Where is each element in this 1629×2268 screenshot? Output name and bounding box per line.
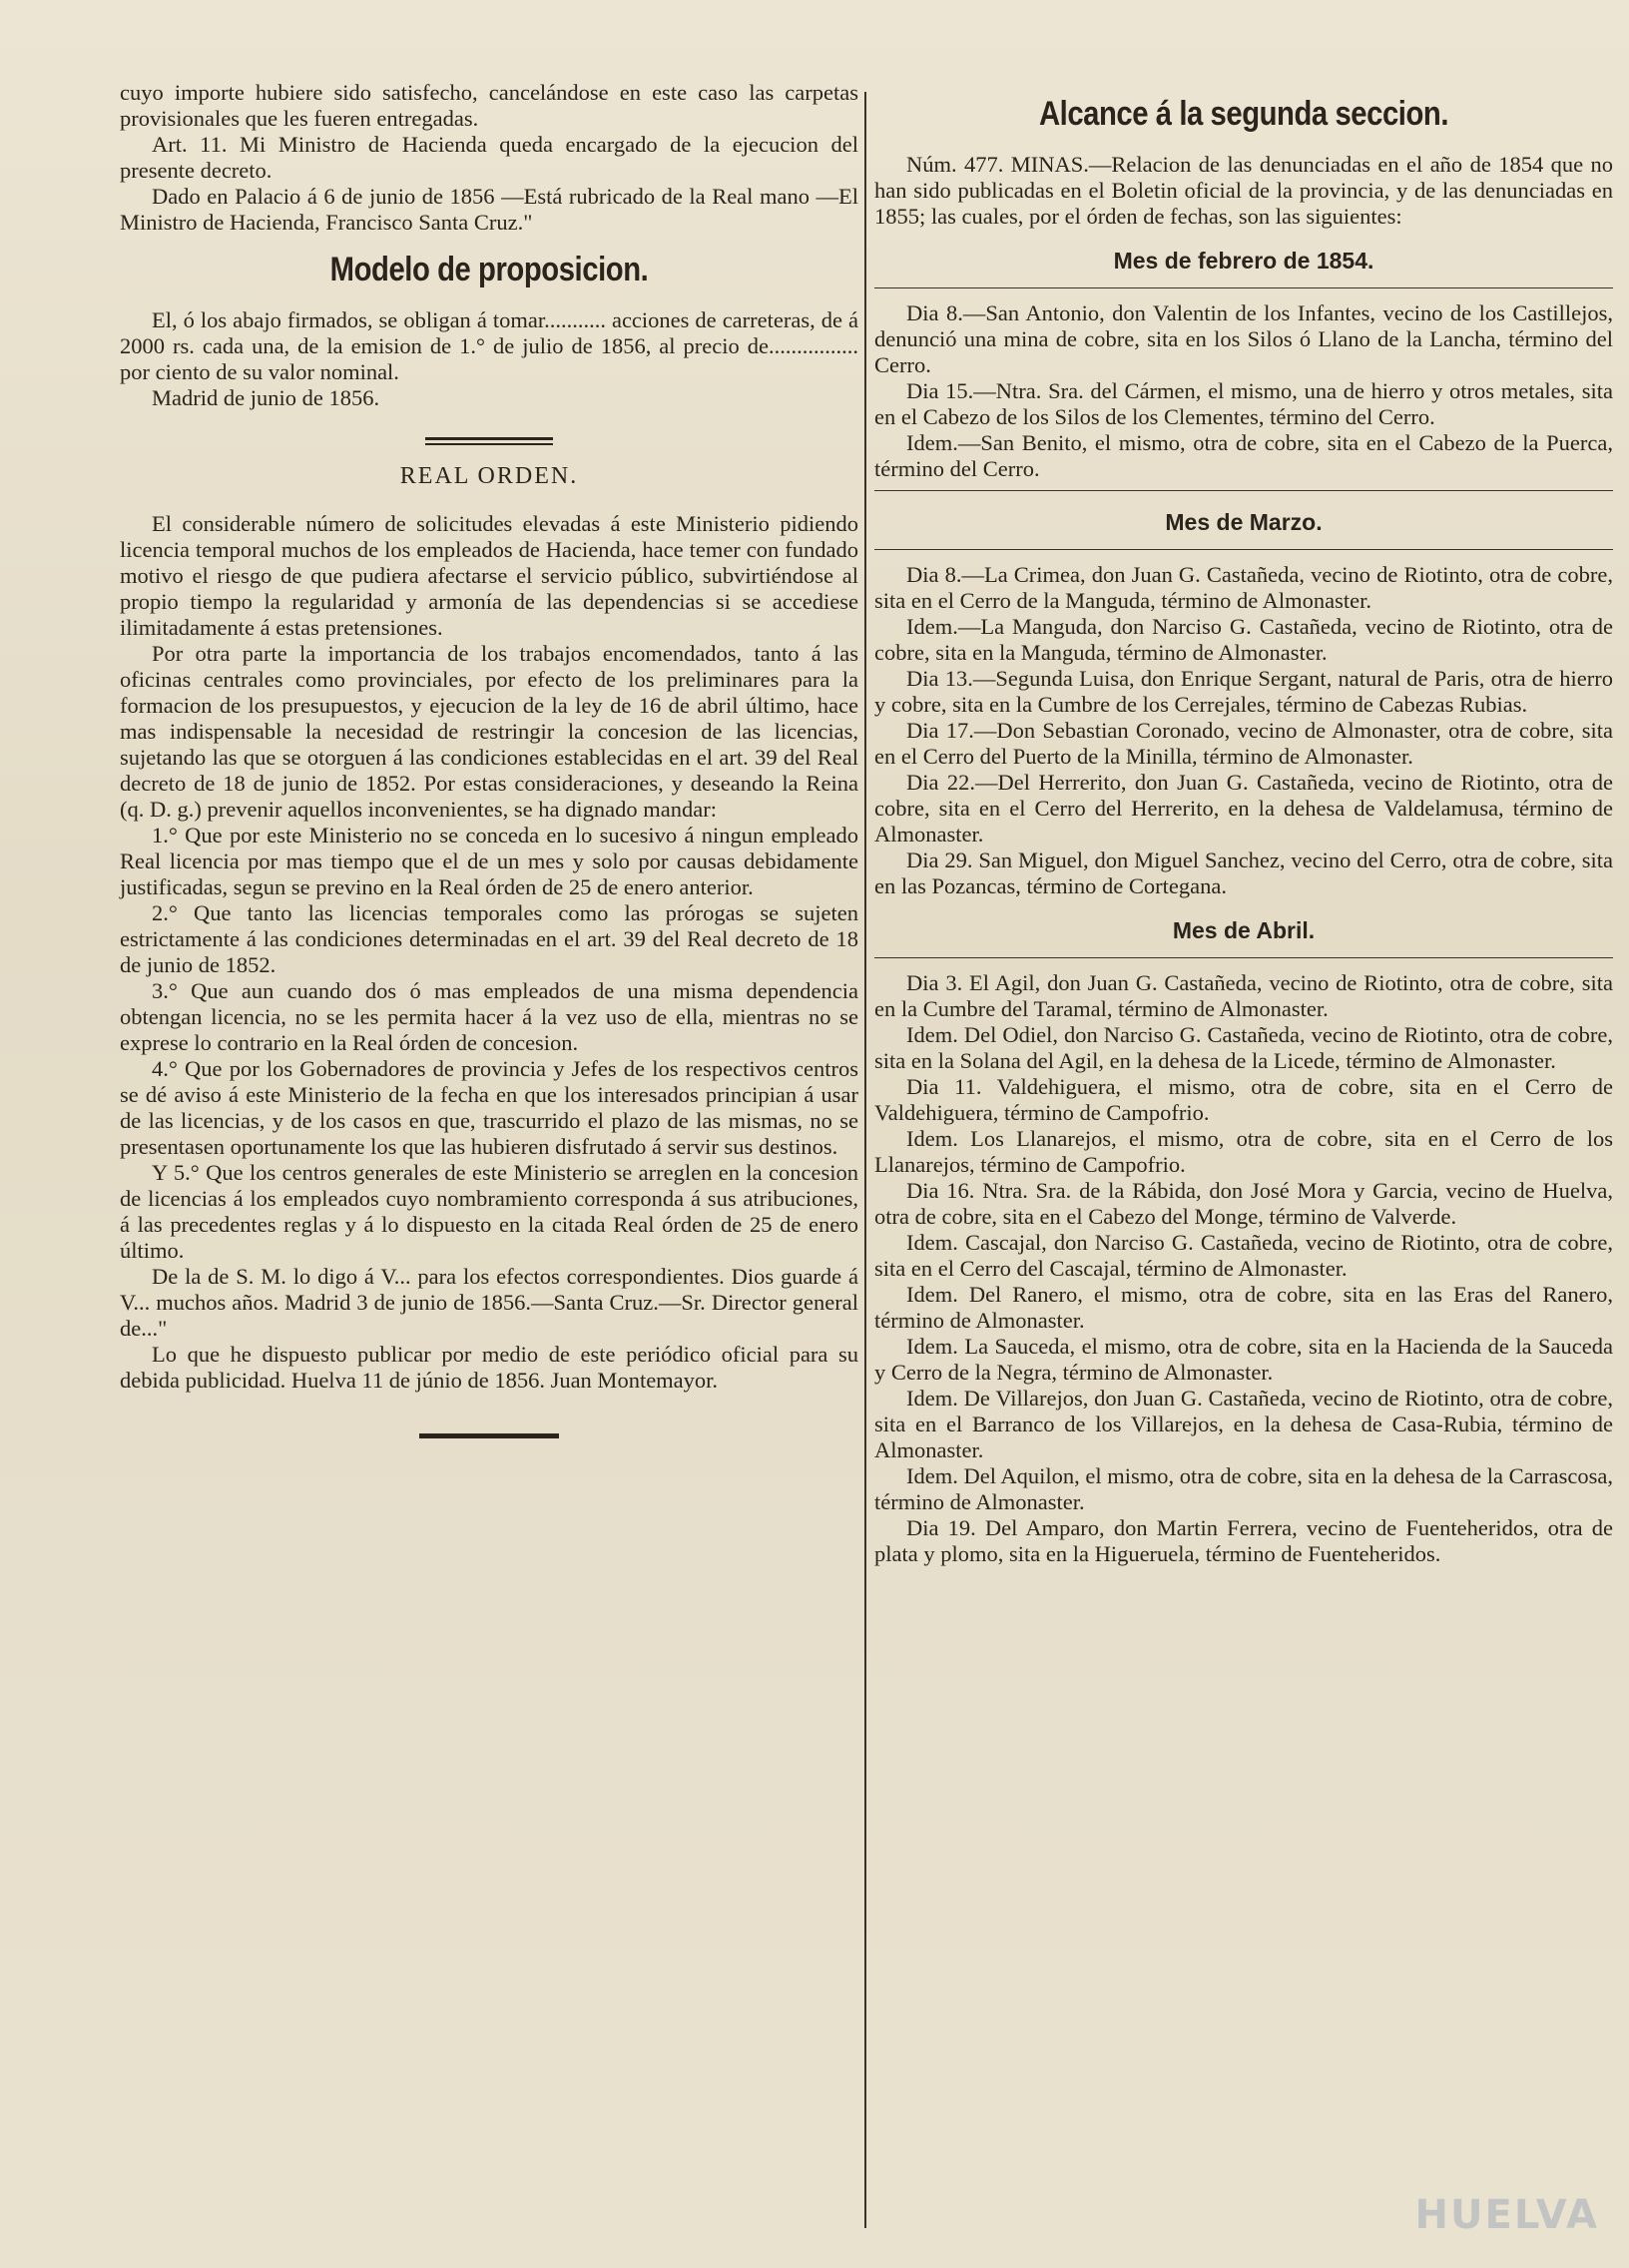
mine-entry: Dia 13.—Segunda Luisa, don Enrique Sergant, natural de Paris, otra de hierro y cobre, sita en la Cumbre de los Cerrejales, término de Cabezas Rubias. — [874, 666, 1613, 717]
intro-paragraph-3: Dado en Palacio á 6 de junio de 1856 —Está rubricado de la Real mano —El Ministro de Hacienda, Francisco Santa Cruz." — [120, 184, 858, 235]
month-heading-febrero: Mes de febrero de 1854. — [1113, 248, 1374, 274]
mine-entry: Dia 3. El Agil, don Juan G. Castañeda, vecino de Riotinto, otra de cobre, sita en la Cumbre del Taramal, término de Almonaster. — [874, 970, 1613, 1021]
month-heading-marzo: Mes de Marzo. — [1165, 509, 1323, 535]
left-column — [120, 80, 858, 1438]
mine-entry: Idem. Los Llanarejos, el mismo, otra de cobre, sita en el Cerro de los Llanarejos, término de Campofrio. — [874, 1126, 1613, 1177]
month-rule — [874, 549, 1613, 550]
real-orden-title: REAL ORDEN. — [399, 463, 579, 489]
model-paragraph-1: El, ó los abajo firmados, se obligan á tomar........... acciones de carreteras, de á 2000 rs. cada una, de la emision de 1.° de julio de 1856, al precio de................ por ciento de su valor nominal. — [120, 307, 858, 384]
watermark-logo: HUELVA — [1414, 2192, 1599, 2238]
order-paragraph-4: 2.° Que tanto las licencias temporales como las prórogas se sujeten estrictamente á las condiciones determinadas en el art. 39 del Real decreto de 18 de junio de 1852. — [120, 900, 858, 977]
column-divider — [864, 92, 866, 2228]
mine-entry: Dia 29. San Miguel, don Miguel Sanchez, vecino del Cerro, otra de cobre, sita en las Pozancas, término de Cortegana. — [874, 848, 1613, 898]
order-paragraph-7: Y 5.° Que los centros generales de este Ministerio se arreglen en la concesion de licencias á los empleados cuyo nombramiento corresponda á sus atribuciones, á las precedentes reglas y á lo dispuesto en la citada Real órden de 25 de enero último. — [120, 1160, 858, 1263]
order-paragraph-1: El considerable número de solicitudes elevadas á este Ministerio pidiendo licencia temporal muchos de los empleados de Hacienda, hace temer con fundado motivo el riesgo de que pudiera afectarse el servicio público, subvirtiéndose al propio tiempo la regularidad y armonía de las dependencias si se accediese ilimitadamente á estas pretensiones. — [120, 511, 858, 640]
month-rule — [874, 490, 1613, 491]
order-paragraph-8: De la de S. M. lo digo á V... para los efectos correspondientes. Dios guarde á V... muchos años. Madrid 3 de junio de 1856.—Santa Cruz.—Sr. Director general de..." — [120, 1264, 858, 1341]
mine-entry: Idem.—San Benito, el mismo, otra de cobre, sita en el Cabezo de la Puerca, término del Cerro. — [874, 430, 1613, 481]
section-divider-rule — [425, 437, 553, 445]
mine-entry: Dia 8.—La Crimea, don Juan G. Castañeda, vecino de Riotinto, otra de cobre, sita en el Cerro de la Manguda, término de Almonaster. — [874, 562, 1613, 613]
model-title: Modelo de proposicion. — [329, 251, 649, 288]
mine-entry: Idem. De Villarejos, don Juan G. Castañeda, vecino de Riotinto, otra de cobre, sita en el Barranco de los Villarejos, en la dehesa de Casa-Rubia, término de Almonaster. — [874, 1386, 1613, 1462]
order-paragraph-6: 4.° Que por los Gobernadores de provincia y Jefes de los respectivos centros se dé aviso á este Ministerio de la fecha en que los interesados principian á usar de las licencias, y de los casos en que, trascurrido el plazo de las mismas, no se presentasen oportunamente los que las hubieren disfrutado á servir sus destinos. — [120, 1056, 858, 1159]
order-paragraph-9: Lo que he dispuesto publicar por medio de este periódico oficial para su debida publicidad. Huelva 11 de júnio de 1856. Juan Montemayor. — [120, 1342, 858, 1393]
intro-paragraph-2: Art. 11. Mi Ministro de Hacienda queda encargado de la ejecucion del presente decreto. — [120, 132, 858, 183]
month-heading-abril: Mes de Abril. — [1172, 917, 1316, 943]
mine-entry: Idem. Cascajal, don Narciso G. Castañeda, vecino de Riotinto, otra de cobre, sita en el Cerro del Cascajal, término de Almonaster. — [874, 1230, 1613, 1281]
mine-entry: Idem. La Sauceda, el mismo, otra de cobre, sita en la Hacienda de la Sauceda y Cerro de la Negra, término de Almonaster. — [874, 1334, 1613, 1385]
mine-entry: Dia 16. Ntra. Sra. de la Rábida, don José Mora y Garcia, vecino de Huelva, otra de cobre, sita en el Cabezo del Monge, término de Valverde. — [874, 1178, 1613, 1229]
order-paragraph-3: 1.° Que por este Ministerio no se conceda en lo sucesivo á ningun empleado Real licencia por mas tiempo que el de un mes y solo por causas debidamente justificadas, segun se previno en la Real órden de 25 de enero anterior. — [120, 823, 858, 899]
right-column — [874, 80, 1613, 1567]
mine-entry: Idem. Del Aquilon, el mismo, otra de cobre, sita en la dehesa de la Carrascosa, término de Almonaster. — [874, 1463, 1613, 1514]
mine-entry: Dia 19. Del Amparo, don Martin Ferrera, vecino de Fuenteheridos, otra de plata y plomo, sita en la Higueruela, término de Fuenteheridos. — [874, 1515, 1613, 1566]
mine-entry: Dia 22.—Del Herrerito, don Juan G. Castañeda, vecino de Riotinto, otra de cobre, sita en el Cerro del Herrerito, en la dehesa de Valdelamusa, término de Almonaster. — [874, 770, 1613, 847]
month-rule — [874, 957, 1613, 958]
mine-entry: Idem. Del Ranero, el mismo, otra de cobre, sita en las Eras del Ranero, término de Almonaster. — [874, 1282, 1613, 1333]
model-paragraph-2: Madrid de junio de 1856. — [152, 385, 380, 410]
mine-entry: Idem. Del Odiel, don Narciso G. Castañeda, vecino de Riotinto, otra de cobre, sita en la Solana del Agil, en la dehesa de la Licede, término de Almonaster. — [874, 1022, 1613, 1073]
mine-entry: Idem.—La Manguda, don Narciso G. Castañeda, vecino de Riotinto, otra de cobre, sita en la Manguda, término de Almonaster. — [874, 614, 1613, 665]
mine-entry: Dia 8.—San Antonio, don Valentin de los Infantes, vecino de los Castillejos, denunció una mina de cobre, sita en los Silos ó Llano de la Lancha, término del Cerro. — [874, 300, 1613, 377]
alcance-title: Alcance á la segunda seccion. — [1038, 95, 1449, 133]
order-paragraph-5: 3.° Que aun cuando dos ó mas empleados de una misma dependencia obtengan licencia, no se les permita hacer á la vez uso de ella, mientras no se exprese lo contrario en la Real órden de concesion. — [120, 978, 858, 1055]
mine-entry: Dia 17.—Don Sebastian Coronado, vecino de Almonaster, otra de cobre, sita en el Cerro del Puerto de la Minilla, término de Almonaster. — [874, 718, 1613, 769]
end-rule — [419, 1433, 559, 1438]
order-paragraph-2: Por otra parte la importancia de los trabajos encomendados, tanto á las oficinas centrales como provinciales, por efecto de los preliminares para la formacion de los presupuestos, y ejecucion de la ley de 16 de abril último, hace mas indispensable la necesidad de restringir la concesion de las licencias, sujetando las que se otorguen á las condiciones establecidas en el art. 39 del Real decreto de 18 de junio de 1852. Por estas consideraciones, y deseando la Reina (q. D. g.) prevenir aquellos inconvenientes, se ha dignado mandar: — [120, 641, 858, 822]
intro-paragraph-1: cuyo importe hubiere sido satisfecho, cancelándose en este caso las carpetas provisionales que les fueren entregadas. — [120, 80, 858, 131]
minas-intro: Núm. 477. MINAS.—Relacion de las denunciadas en el año de 1854 que no han sido publicadas en el Boletin oficial de la provincia, y de las denunciadas en 1855; las cuales, por el órden de fechas, son las siguientes: — [874, 152, 1613, 229]
mine-entry: Dia 11. Valdehiguera, el mismo, otra de cobre, sita en el Cerro de Valdehiguera, término de Campofrio. — [874, 1074, 1613, 1125]
month-rule — [874, 287, 1613, 288]
mine-entry: Dia 15.—Ntra. Sra. del Cármen, el mismo, una de hierro y otros metales, sita en el Cabezo de los Silos de los Clementes, término del Cerro. — [874, 378, 1613, 429]
